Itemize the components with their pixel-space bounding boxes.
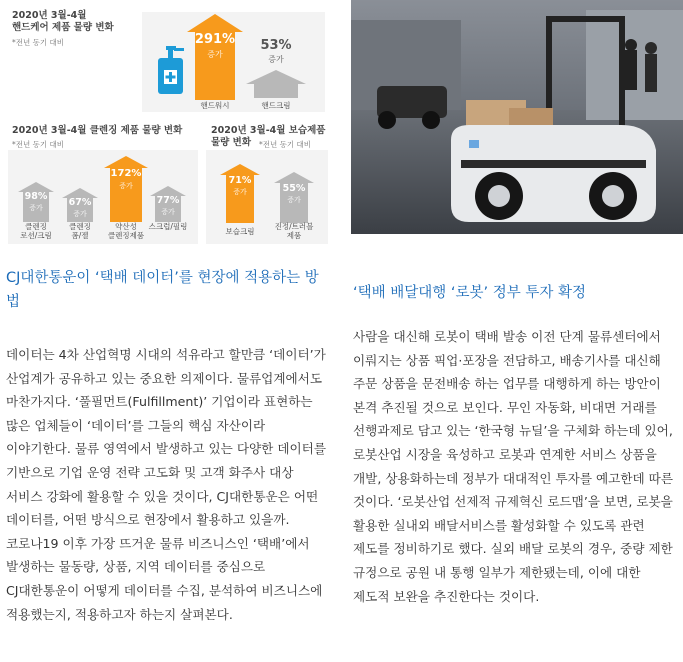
handcare-title: 2020년 3월-4월 핸드케어 제품 물량 변화 bbox=[12, 10, 114, 33]
moisture-calm-arrow bbox=[274, 172, 314, 223]
handwash-bottle-icon bbox=[154, 46, 186, 96]
cleansing-lotion-pct: 98% bbox=[24, 191, 48, 202]
handcream-inc: 증가 bbox=[268, 55, 284, 64]
cleansing-acid-label: 약산성 클렌징제품 bbox=[107, 222, 145, 240]
cleansing-acid-pct: 172% bbox=[110, 168, 142, 179]
robot-photo-illustration bbox=[351, 0, 683, 234]
cleansing-lotion-label: 클렌징 로션/크림 bbox=[20, 222, 52, 240]
handwash-pct: 291% bbox=[194, 32, 236, 47]
cleansing-foam-label: 클렌징 폼/젤 bbox=[69, 222, 91, 240]
right-body: 사람을 대신해 로봇이 택배 발송 이전 단계 물류센터에서 이뤄지는 상품 픽업·포장을 전담하고, 배송기사를 대신해 주문 상품을 문전배송 하는 업무를 대행하게 하는 방안이 본격 추진될 것으로 보인다. 무인 자동화, 비대면 거래를 선행과제로 담고 있는 ‘한국형 뉴딜’을 구체화 하는데 있어, 로봇산업 시장을 육성하고 로봇과 연계한 서비스 상품을 개발, 상용화하는데 정부가 대대적인 투자를 예고한데 따른 것이다. ‘로봇산업 선제적 규제혁신 로드맵’을 보면, 로봇을 활용한 실내외 배달서비스를 활성화할 수 있도록 관련 제도를 정비하기로 했다. 실외 배달 로봇의 경우, 중량 제한 규정으로 공원 내 통행 일부가 제한됐는데, 이에 대한 제도적 보완을 추진한다는 것이다. bbox=[353, 329, 673, 604]
handcare-note: *전년 동기 대비 bbox=[12, 38, 64, 47]
cleansing-note: *전년 동기 대비 bbox=[12, 140, 64, 149]
moisture-cream-label: 보습크림 bbox=[225, 227, 255, 236]
handwash-label: 핸드워시 bbox=[200, 101, 230, 110]
right-headline[interactable]: ‘택배 배달대행 ‘로봇’ 정부 투자 확정 bbox=[353, 285, 586, 301]
left-headline[interactable]: CJ대한통운이 ‘택배 데이터’를 현장에 적용하는 방법 bbox=[6, 270, 319, 310]
cleansing-lotion-inc: 증가 bbox=[29, 204, 43, 212]
moisture-calm-inc: 증가 bbox=[287, 196, 301, 204]
moisture-note: *전년 동기 대비 bbox=[259, 140, 311, 149]
moisture-cream-arrow bbox=[220, 164, 260, 223]
moisture-calm-label: 진정/트러블 제품 bbox=[274, 222, 314, 240]
handcream-arrow bbox=[246, 70, 306, 98]
cleansing-lotion-arrow bbox=[18, 182, 54, 222]
cleansing-foam-pct: 67% bbox=[68, 197, 92, 208]
cleansing-scrub-pct: 77% bbox=[156, 195, 180, 206]
cleansing-acid-inc: 증가 bbox=[119, 182, 133, 190]
cleansing-scrub-label: 스크럽/필링 bbox=[148, 222, 188, 231]
cleansing-foam-inc: 증가 bbox=[73, 210, 87, 218]
cleansing-scrub-inc: 증가 bbox=[161, 208, 175, 216]
cleansing-foam-arrow bbox=[62, 188, 98, 222]
handwash-inc: 증가 bbox=[207, 50, 223, 59]
cleansing-acid-arrow bbox=[104, 156, 148, 222]
moisture-calm-pct: 55% bbox=[282, 183, 306, 194]
cleansing-scrub-arrow bbox=[150, 186, 186, 222]
left-body: 데이터는 4차 산업혁명 시대의 석유라고 할만큼 ‘데이터’가 산업계가 공유하고 있는 중요한 의제이다. 물류업계에서도 마찬가지다. ‘풀필먼트(Fulfillment)’ 기업이라 표현하는 많은 업체들이 ‘데이터’를 그들의 핵심 자산이라 이야기한다. 물류 영역에서 발생하고 있는 다양한 데이터를 기반으로 기업 운영 전략 고도화 및 고객 화주사 대상 서비스 강화에 활용할 수 있을 것이다, CJ대한통운은 어떤 데이터를, 어떤 방식으로 현장에서 활용하고 있을까. 코로나19 이후 가장 뜨거운 물류 비즈니스인 ‘택배’에서 발생하는 물동량, 상품, 지역 데이터를 중심으로 CJ대한통운이 어떻게 데이터를 수집, 분석하여 비즈니스에 적용했는지, 적용하고자 하는지 살펴본다. bbox=[6, 347, 326, 622]
delivery-robot-photo bbox=[351, 0, 683, 234]
handcream-label: 핸드크림 bbox=[261, 101, 291, 110]
handcream-pct: 53% bbox=[260, 38, 292, 53]
handwash-arrow bbox=[187, 14, 243, 100]
moisture-cream-inc: 증가 bbox=[233, 188, 247, 196]
infographic bbox=[0, 0, 335, 246]
moisture-cream-pct: 71% bbox=[228, 175, 252, 186]
moisture-title: 2020년 3월-4월 보습제품 물량 변화 bbox=[211, 125, 326, 148]
cleansing-title: 2020년 3월-4월 클렌징 제품 물량 변화 bbox=[12, 125, 183, 136]
